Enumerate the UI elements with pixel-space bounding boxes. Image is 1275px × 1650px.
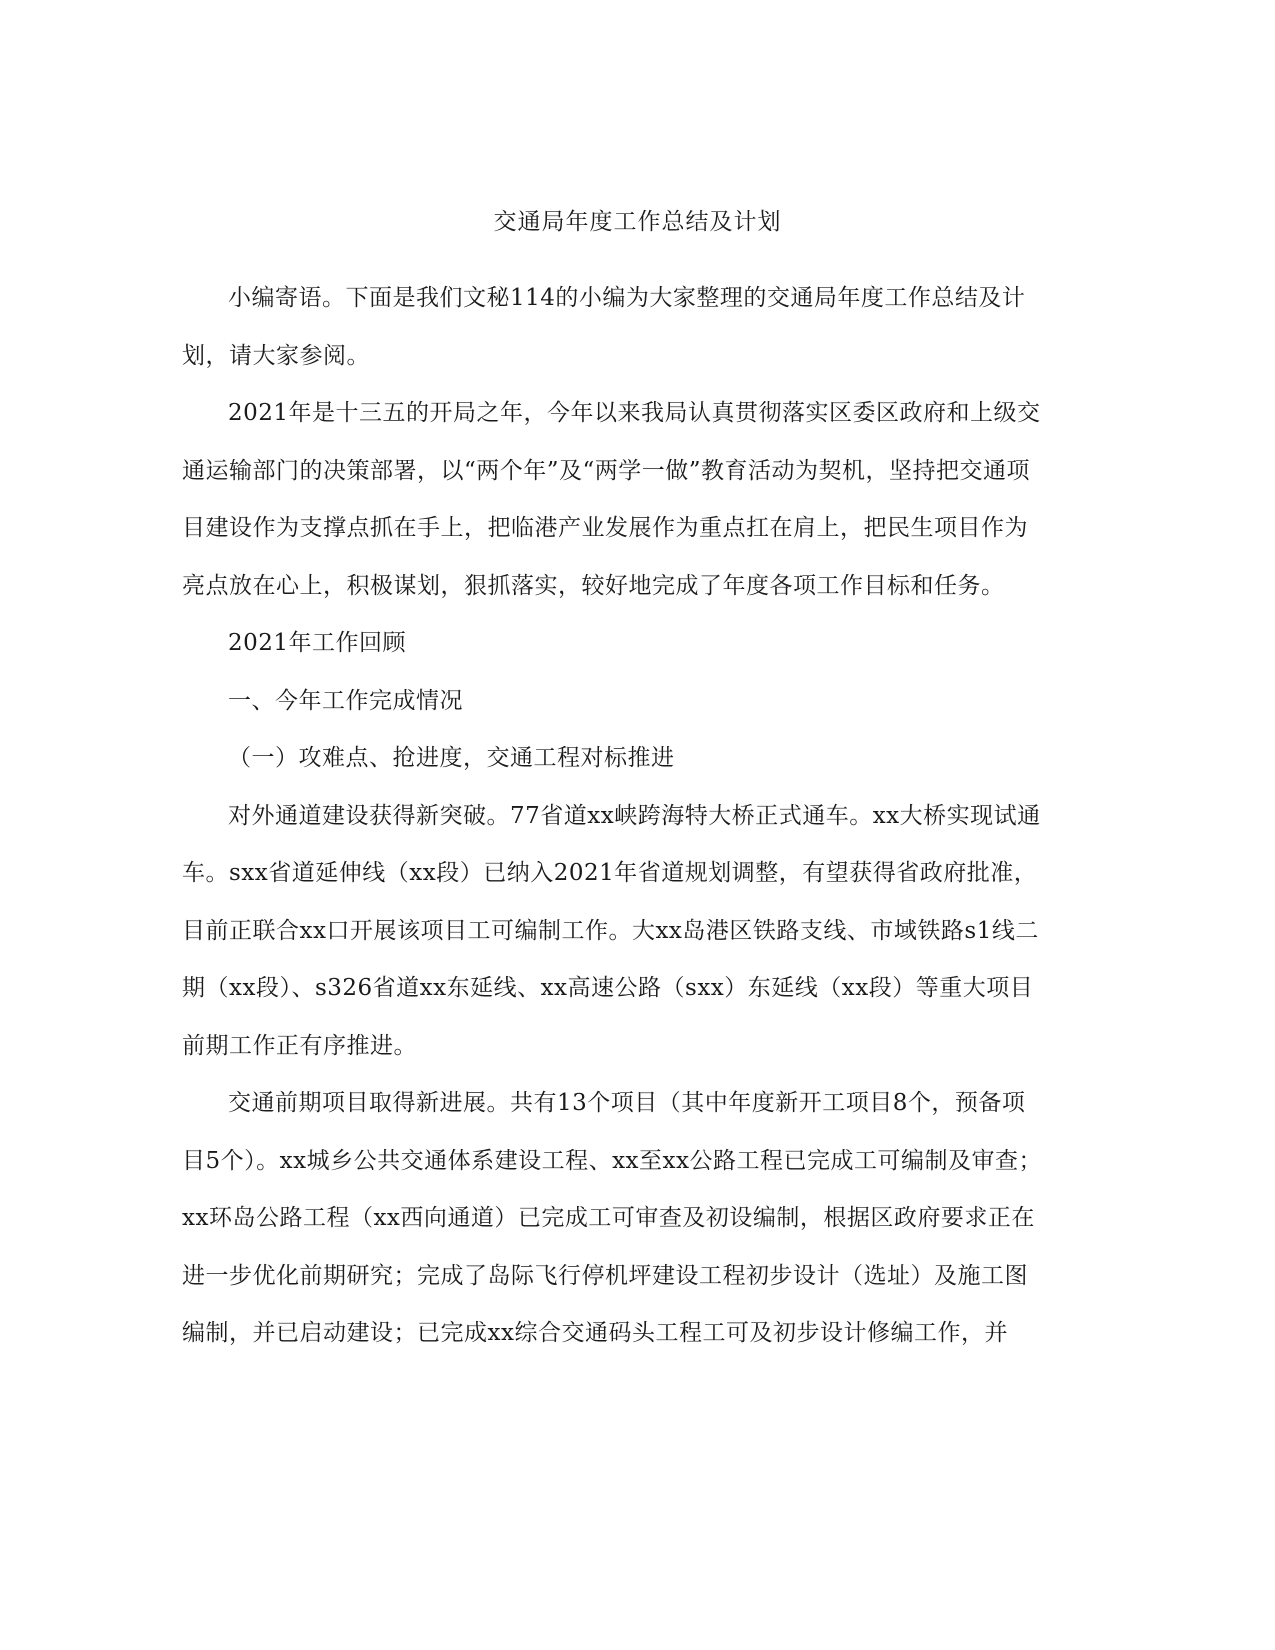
early-projects-paragraph: 交通前期项目取得新进展。共有13个项目（其中年度新开工项目8个，预备项目5个）。xx城乡公共交通体系建设工程、xx至xx公路工程已完成工可编制及审查；xx环岛公路工程（xx西向通道）已完成工可审查及初设编制，根据区政府要求正在进一步优化前期研究；完成了岛际飞行停机坪建设工程初步设计（选址）及施工图编制，并已启动建设；已完成xx综合交通码头工程工可及初步设计修编工作，并 bbox=[182, 1090, 1042, 1346]
section-heading: 一、今年工作完成情况 bbox=[228, 687, 463, 714]
external-channel-paragraph: 对外通道建设获得新突破。77省道xx峡跨海特大桥正式通车。xx大桥实现试通车。sxx省道延伸线（xx段）已纳入2021年省道规划调整，有望获得省政府批准，目前正联合xx口开展该项目工可编制工作。大xx岛港区铁路支线、市域铁路s1线二期（xx段）、s326省道xx东延线、xx高速公路（sxx）东延线（xx段）等重大项目前期工作正有序推进。 bbox=[182, 802, 1041, 1059]
document-title: 交通局年度工作总结及计划 bbox=[493, 209, 782, 235]
subsection-heading: （一）攻难点、抢进度，交通工程对标推进 bbox=[228, 745, 675, 771]
overview-paragraph: 2021年是十三五的开局之年，今年以来我局认真贯彻落实区委区政府和上级交通运输部门的决策部署，以“两个年”及“两学一做”教育活动为契机，坚持把交通项目建设作为支撑点抓在手上，把临港产业发展作为重点扛在肩上，把民生项目作为亮点放在心上，积极谋划，狠抓落实，较好地完成了年度各项工作目标和任务。 bbox=[182, 400, 1041, 599]
document-body bbox=[182, 270, 1042, 1363]
review-heading: 2021年工作回顾 bbox=[228, 630, 407, 656]
intro-paragraph: 小编寄语。下面是我们文秘114的小编为大家整理的交通局年度工作总结及计划，请大家参阅。 bbox=[182, 285, 1026, 369]
